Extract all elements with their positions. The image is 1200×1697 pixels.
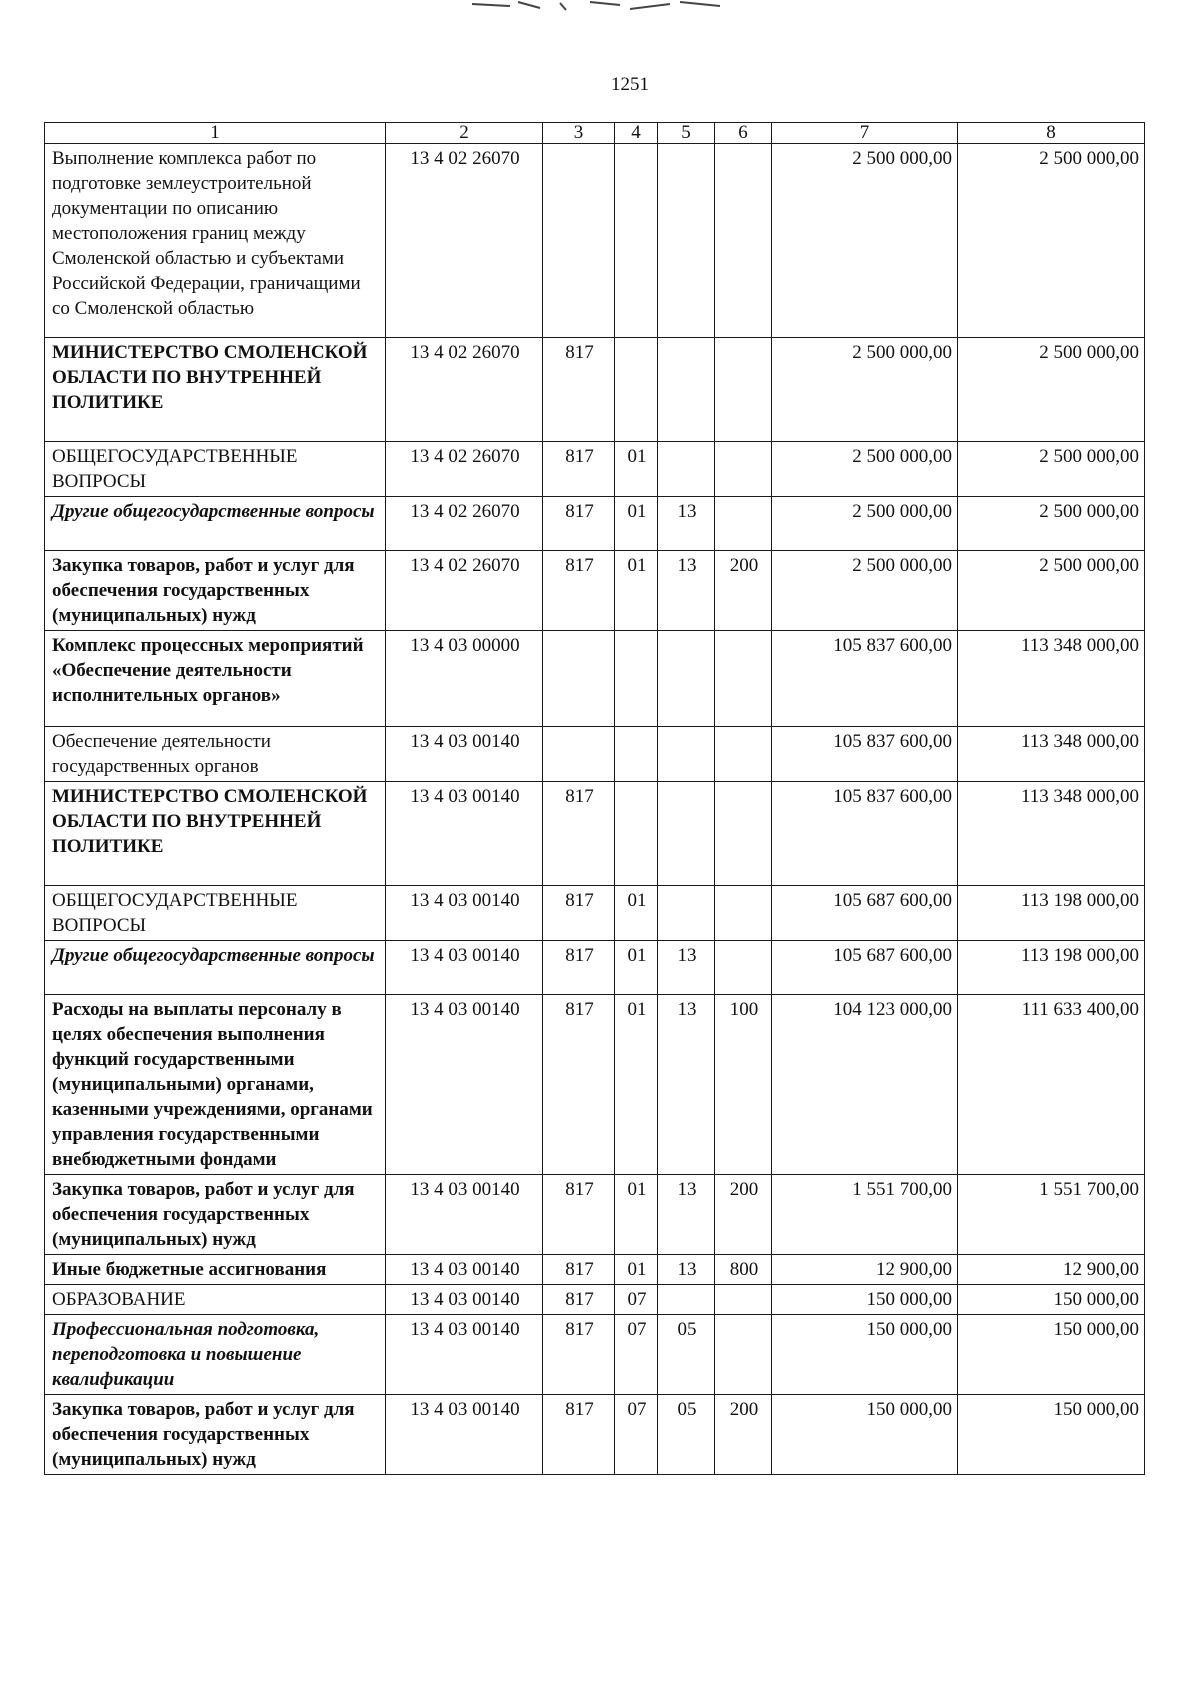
expense-type-code (715, 1315, 772, 1395)
amount-year-1: 105 837 600,00 (772, 631, 958, 727)
administrator-code: 817 (543, 886, 615, 941)
item-name: Другие общегосударственные вопросы (45, 497, 386, 551)
target-article-code: 13 4 03 00140 (386, 1315, 543, 1395)
administrator-code: 817 (543, 1315, 615, 1395)
subsection-code: 13 (658, 551, 715, 631)
item-name: МИНИСТЕРСТВО СМОЛЕНСКОЙ ОБЛАСТИ ПО ВНУТРЕННЕЙ ПОЛИТИКЕ (45, 338, 386, 442)
administrator-code: 817 (543, 338, 615, 442)
amount-year-2: 111 633 400,00 (958, 995, 1145, 1175)
subsection-code: 05 (658, 1395, 715, 1475)
header-cell-rz: 4 (615, 123, 658, 144)
target-article-code: 13 4 02 26070 (386, 497, 543, 551)
administrator-code (543, 631, 615, 727)
amount-year-2: 113 348 000,00 (958, 727, 1145, 782)
subsection-code: 13 (658, 497, 715, 551)
amount-year-1: 2 500 000,00 (772, 551, 958, 631)
section-code: 01 (615, 941, 658, 995)
subsection-code (658, 1285, 715, 1315)
subsection-code (658, 782, 715, 886)
expense-type-code (715, 1285, 772, 1315)
item-name: ОБЩЕГОСУДАРСТВЕННЫЕ ВОПРОСЫ (45, 442, 386, 497)
amount-year-2: 12 900,00 (958, 1255, 1145, 1285)
section-code: 07 (615, 1395, 658, 1475)
amount-year-2: 150 000,00 (958, 1395, 1145, 1475)
administrator-code: 817 (543, 782, 615, 886)
administrator-code: 817 (543, 551, 615, 631)
expense-type-code: 200 (715, 551, 772, 631)
header-row (45, 123, 1145, 144)
target-article-code: 13 4 03 00140 (386, 886, 543, 941)
section-code (615, 631, 658, 727)
table-row (45, 1175, 1145, 1255)
target-article-code: 13 4 03 00140 (386, 1395, 543, 1475)
amount-year-1: 2 500 000,00 (772, 144, 958, 338)
table-row (45, 338, 1145, 442)
header-cell-sum2: 8 (958, 123, 1145, 144)
expense-type-code (715, 727, 772, 782)
subsection-code: 13 (658, 1175, 715, 1255)
administrator-code (543, 727, 615, 782)
section-code (615, 782, 658, 886)
subsection-code (658, 144, 715, 338)
section-code: 01 (615, 497, 658, 551)
table-row (45, 551, 1145, 631)
section-code: 07 (615, 1315, 658, 1395)
expense-type-code (715, 886, 772, 941)
subsection-code: 05 (658, 1315, 715, 1395)
target-article-code: 13 4 03 00140 (386, 1175, 543, 1255)
target-article-code: 13 4 02 26070 (386, 442, 543, 497)
amount-year-2: 2 500 000,00 (958, 144, 1145, 338)
subsection-code (658, 338, 715, 442)
item-name: МИНИСТЕРСТВО СМОЛЕНСКОЙ ОБЛАСТИ ПО ВНУТРЕННЕЙ ПОЛИТИКЕ (45, 782, 386, 886)
amount-year-2: 150 000,00 (958, 1315, 1145, 1395)
item-name: Другие общегосударственные вопросы (45, 941, 386, 995)
subsection-code (658, 442, 715, 497)
expense-type-code (715, 782, 772, 886)
subsection-code (658, 727, 715, 782)
amount-year-1: 2 500 000,00 (772, 442, 958, 497)
table-row (45, 1315, 1145, 1395)
item-name: Расходы на выплаты персоналу в целях обеспечения выполнения функций государственными (муниципальными) органами, казенными учреждениями, органами управления государственными внебюджетными фондами (45, 995, 386, 1175)
subsection-code (658, 886, 715, 941)
item-name: Иные бюджетные ассигнования (45, 1255, 386, 1285)
amount-year-2: 2 500 000,00 (958, 551, 1145, 631)
amount-year-1: 105 837 600,00 (772, 782, 958, 886)
expense-type-code: 200 (715, 1175, 772, 1255)
administrator-code: 817 (543, 1175, 615, 1255)
amount-year-1: 150 000,00 (772, 1285, 958, 1315)
amount-year-1: 150 000,00 (772, 1395, 958, 1475)
target-article-code: 13 4 03 00140 (386, 727, 543, 782)
amount-year-1: 1 551 700,00 (772, 1175, 958, 1255)
target-article-code: 13 4 02 26070 (386, 144, 543, 338)
item-name: Закупка товаров, работ и услуг для обеспечения государственных (муниципальных) нужд (45, 1395, 386, 1475)
item-name: ОБРАЗОВАНИЕ (45, 1285, 386, 1315)
amount-year-1: 105 687 600,00 (772, 941, 958, 995)
target-article-code: 13 4 03 00140 (386, 995, 543, 1175)
administrator-code: 817 (543, 1285, 615, 1315)
budget-table (44, 122, 1145, 1475)
amount-year-1: 12 900,00 (772, 1255, 958, 1285)
target-article-code: 13 4 03 00000 (386, 631, 543, 727)
amount-year-1: 105 687 600,00 (772, 886, 958, 941)
section-code: 01 (615, 442, 658, 497)
amount-year-2: 2 500 000,00 (958, 497, 1145, 551)
amount-year-1: 105 837 600,00 (772, 727, 958, 782)
target-article-code: 13 4 03 00140 (386, 1285, 543, 1315)
amount-year-1: 150 000,00 (772, 1315, 958, 1395)
target-article-code: 13 4 02 26070 (386, 338, 543, 442)
section-code: 01 (615, 995, 658, 1175)
administrator-code: 817 (543, 995, 615, 1175)
section-code: 01 (615, 1175, 658, 1255)
administrator-code: 817 (543, 1255, 615, 1285)
page-number: 1251 (611, 74, 649, 95)
table-row (45, 1285, 1145, 1315)
section-code: 01 (615, 551, 658, 631)
amount-year-2: 113 198 000,00 (958, 941, 1145, 995)
amount-year-2: 2 500 000,00 (958, 338, 1145, 442)
administrator-code: 817 (543, 941, 615, 995)
header-cell-vr: 6 (715, 123, 772, 144)
item-name: Закупка товаров, работ и услуг для обеспечения государственных (муниципальных) нужд (45, 551, 386, 631)
administrator-code: 817 (543, 497, 615, 551)
header-cell-grbs: 3 (543, 123, 615, 144)
expense-type-code (715, 144, 772, 338)
table-row (45, 941, 1145, 995)
expense-type-code (715, 442, 772, 497)
section-code: 07 (615, 1285, 658, 1315)
expense-type-code (715, 631, 772, 727)
item-name: Закупка товаров, работ и услуг для обеспечения государственных (муниципальных) нужд (45, 1175, 386, 1255)
subsection-code: 13 (658, 1255, 715, 1285)
header-cell-name: 1 (45, 123, 386, 144)
item-name: ОБЩЕГОСУДАРСТВЕННЫЕ ВОПРОСЫ (45, 886, 386, 941)
subsection-code: 13 (658, 941, 715, 995)
administrator-code (543, 144, 615, 338)
target-article-code: 13 4 03 00140 (386, 941, 543, 995)
table-row (45, 782, 1145, 886)
amount-year-2: 113 198 000,00 (958, 886, 1145, 941)
table-row (45, 886, 1145, 941)
item-name: Выполнение комплекса работ по подготовке землеустроительной документации по описанию местоположения границ между Смоленской областью и субъектами Российской Федерации, граничащими со Смоленской областью (45, 144, 386, 338)
table-row (45, 995, 1145, 1175)
expense-type-code: 800 (715, 1255, 772, 1285)
section-code (615, 727, 658, 782)
table-row (45, 631, 1145, 727)
amount-year-2: 150 000,00 (958, 1285, 1145, 1315)
amount-year-1: 2 500 000,00 (772, 497, 958, 551)
expense-type-code (715, 338, 772, 442)
header-cell-pr: 5 (658, 123, 715, 144)
item-name: Комплекс процессных мероприятий «Обеспечение деятельности исполнительных органов» (45, 631, 386, 727)
item-name: Обеспечение деятельности государственных органов (45, 727, 386, 782)
subsection-code (658, 631, 715, 727)
section-code (615, 144, 658, 338)
table-row (45, 442, 1145, 497)
table-row (45, 144, 1145, 338)
table-row (45, 1255, 1145, 1285)
amount-year-2: 113 348 000,00 (958, 782, 1145, 886)
header-cell-sum1: 7 (772, 123, 958, 144)
table-row (45, 1395, 1145, 1475)
amount-year-2: 2 500 000,00 (958, 442, 1145, 497)
administrator-code: 817 (543, 1395, 615, 1475)
item-name: Профессиональная подготовка, переподготовка и повышение квалификации (45, 1315, 386, 1395)
expense-type-code (715, 941, 772, 995)
target-article-code: 13 4 03 00140 (386, 1255, 543, 1285)
target-article-code: 13 4 02 26070 (386, 551, 543, 631)
scan-artifact-mark (470, 0, 730, 16)
header-cell-csr: 2 (386, 123, 543, 144)
administrator-code: 817 (543, 442, 615, 497)
amount-year-2: 1 551 700,00 (958, 1175, 1145, 1255)
subsection-code: 13 (658, 995, 715, 1175)
target-article-code: 13 4 03 00140 (386, 782, 543, 886)
expense-type-code: 200 (715, 1395, 772, 1475)
expense-type-code (715, 497, 772, 551)
table-row (45, 727, 1145, 782)
amount-year-1: 104 123 000,00 (772, 995, 958, 1175)
section-code: 01 (615, 1255, 658, 1285)
section-code (615, 338, 658, 442)
expense-type-code: 100 (715, 995, 772, 1175)
amount-year-2: 113 348 000,00 (958, 631, 1145, 727)
amount-year-1: 2 500 000,00 (772, 338, 958, 442)
section-code: 01 (615, 886, 658, 941)
table-row (45, 497, 1145, 551)
